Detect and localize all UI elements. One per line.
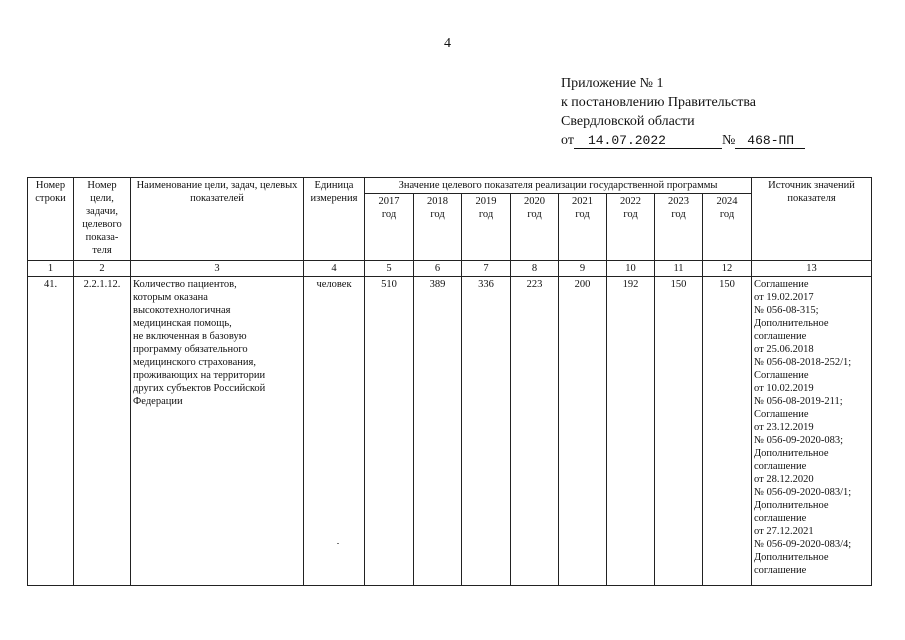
source-line: Дополнительное <box>754 448 829 459</box>
year-label: год <box>575 209 590 220</box>
number-prefix: № <box>721 133 736 148</box>
cell-row-number: 41. <box>28 277 74 586</box>
column-number-2: 2 <box>74 261 131 277</box>
table-header-row <box>28 178 872 194</box>
page-number: 4 <box>444 36 451 51</box>
column-number-8: 8 <box>511 261 559 277</box>
year-value: 2020 <box>524 196 545 207</box>
year-label: год <box>430 209 445 220</box>
column-number-7: 7 <box>462 261 511 277</box>
name-line: медицинская помощь, <box>133 318 232 329</box>
name-line: Федерации <box>133 396 183 407</box>
cell-value-2021: 200 <box>559 277 607 586</box>
column-number-1: 1 <box>28 261 74 277</box>
cell-value-2024: 150 <box>703 277 752 586</box>
annex-date-line <box>561 131 805 150</box>
column-number-5: 5 <box>365 261 414 277</box>
name-line: которым оказана <box>133 292 208 303</box>
cell-value-2017: 510 <box>365 277 414 586</box>
column-number-10: 10 <box>607 261 655 277</box>
cell-value-2022: 192 <box>607 277 655 586</box>
column-number-13: 13 <box>752 261 872 277</box>
year-value: 2021 <box>572 196 593 207</box>
header-values-group: Значение целевого показателя реализации государственной программы <box>365 178 752 194</box>
column-number-11: 11 <box>655 261 703 277</box>
source-line: Соглашение <box>754 370 809 381</box>
header-year-2020 <box>511 194 559 261</box>
header-unit: Единица измерения <box>304 178 365 261</box>
source-line: № 056-08-2018-252/1; <box>754 357 852 368</box>
cell-source <box>752 277 872 586</box>
name-line: других субъектов Российской <box>133 383 266 394</box>
header-name: Наименование цели, задач, целевых показателей <box>131 178 304 261</box>
annex-title: Приложение № 1 <box>561 76 664 91</box>
resolution-number: 468-ПП <box>735 134 805 149</box>
year-label: год <box>671 209 686 220</box>
year-value: 2023 <box>668 196 689 207</box>
year-label: год <box>478 209 494 220</box>
cell-goal-number: 2.2.1.12. <box>74 277 131 586</box>
source-line: соглашение <box>754 331 807 342</box>
cell-value-2020: 223 <box>511 277 559 586</box>
source-line: от 25.06.2018 <box>754 344 814 355</box>
name-line: проживающих на территории <box>133 370 266 381</box>
source-line: от 28.12.2020 <box>754 474 814 485</box>
source-line: Дополнительное <box>754 552 829 563</box>
column-number-4: 4 <box>304 261 365 277</box>
year-label: год <box>719 209 735 220</box>
column-number-6: 6 <box>414 261 462 277</box>
table-column-numbers-row <box>28 261 872 277</box>
column-number-3: 3 <box>131 261 304 277</box>
column-number-9: 9 <box>559 261 607 277</box>
annex-header <box>561 74 805 150</box>
header-year-2023 <box>655 194 703 261</box>
source-line: Дополнительное <box>754 500 829 511</box>
year-label: год <box>623 209 638 220</box>
year-value: 2024 <box>716 196 738 207</box>
source-line: от 27.12.2021 <box>754 526 814 537</box>
source-line: Соглашение <box>754 409 809 420</box>
source-line: от 19.02.2017 <box>754 292 814 303</box>
year-value: 2017 <box>378 196 400 207</box>
name-line: не включенная в базовую <box>133 331 247 342</box>
cell-name <box>131 277 304 586</box>
header-source: Источник значений показателя <box>752 178 872 261</box>
header-year-2017 <box>365 194 414 261</box>
source-line: от 23.12.2019 <box>754 422 814 433</box>
header-year-2021 <box>559 194 607 261</box>
source-line: соглашение <box>754 461 807 472</box>
source-line: № 056-08-315; <box>754 305 819 316</box>
resolution-date: 14.07.2022 <box>574 134 722 149</box>
header-year-2024 <box>703 194 752 261</box>
source-line: № 056-09-2020-083; <box>754 435 844 446</box>
name-line: медицинского страхования, <box>133 357 256 368</box>
source-line: Дополнительное <box>754 318 829 329</box>
year-value: 2019 <box>475 196 497 207</box>
column-number-12: 12 <box>703 261 752 277</box>
date-prefix: от <box>561 133 574 148</box>
scan-speck <box>337 543 339 544</box>
indicators-table <box>27 177 872 586</box>
table-row <box>28 277 872 586</box>
year-value: 2018 <box>427 196 448 207</box>
source-line: соглашение <box>754 513 807 524</box>
header-year-2022 <box>607 194 655 261</box>
cell-value-2019: 336 <box>462 277 511 586</box>
header-year-2019 <box>462 194 511 261</box>
year-value: 2022 <box>620 196 641 207</box>
source-line: № 056-09-2020-083/1; <box>754 487 852 498</box>
year-label: год <box>381 209 397 220</box>
header-year-2018 <box>414 194 462 261</box>
cell-unit: человек <box>304 277 365 586</box>
source-line: соглашение <box>754 565 807 576</box>
header-row-number: Номер строки <box>28 178 74 261</box>
source-line: № 056-08-2019-211; <box>754 396 843 407</box>
annex-resolution: к постановлению Правительства <box>561 95 757 110</box>
name-line: Количество пациентов, <box>133 279 237 290</box>
cell-value-2018: 389 <box>414 277 462 586</box>
name-line: высокотехнологичная <box>133 305 231 316</box>
year-label: год <box>527 209 542 220</box>
annex-region: Свердловской области <box>561 114 695 129</box>
source-line: от 10.02.2019 <box>754 383 814 394</box>
source-line: Соглашение <box>754 279 809 290</box>
cell-value-2023: 150 <box>655 277 703 586</box>
name-line: программу обязательного <box>133 344 248 355</box>
source-line: № 056-09-2020-083/4; <box>754 539 852 550</box>
header-goal-number: Номер цели, задачи, целевого показа-теля <box>74 178 131 261</box>
